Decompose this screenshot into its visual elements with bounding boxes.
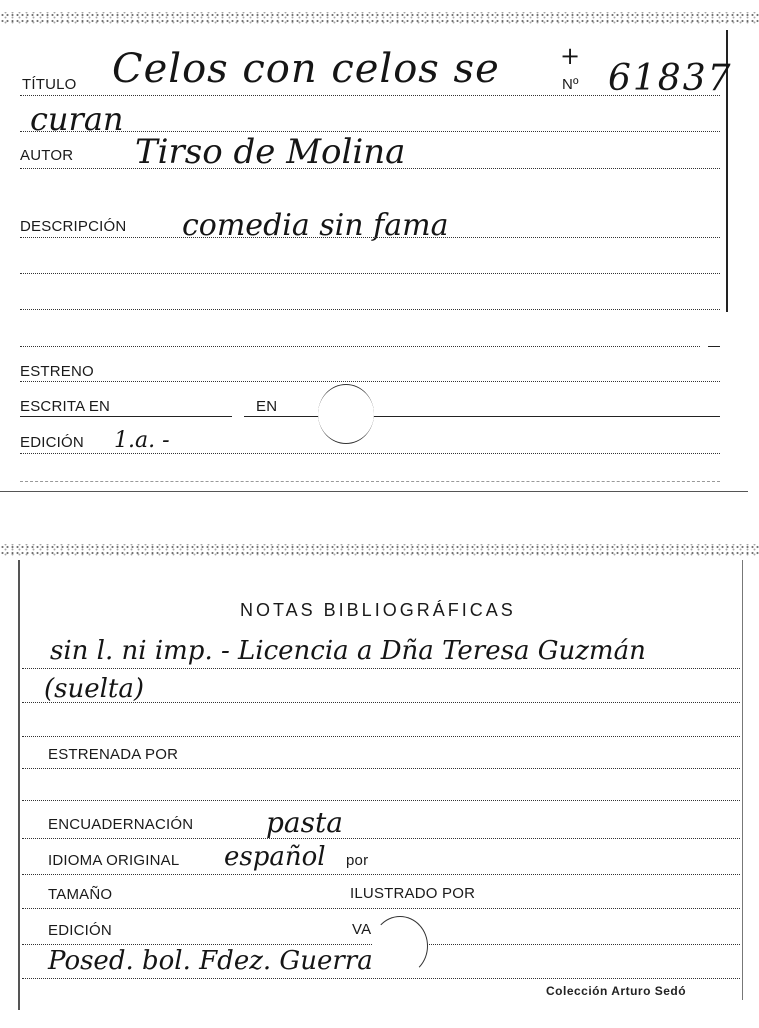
encuadernacion-label: ENCUADERNACIÓN — [48, 816, 194, 833]
tamano-label: TAMAÑO — [48, 886, 113, 903]
blank-line-3 — [20, 346, 700, 347]
titulo-line — [20, 95, 720, 96]
card-top-edge-texture — [0, 12, 759, 26]
edicion-label: EDICIÓN — [20, 434, 84, 451]
idioma-original-label: IDIOMA ORIGINAL — [48, 852, 180, 869]
titulo-handwritten-line1: Celos con celos se — [112, 46, 500, 92]
en-line-right — [372, 416, 720, 417]
blank-line-1 — [20, 273, 720, 274]
edicion-handwritten: 1.a. - — [114, 428, 170, 453]
va-label: VA — [352, 921, 372, 938]
card-top-bottom-edge — [0, 491, 748, 492]
escrita-en-line — [20, 416, 232, 417]
bottom-line — [20, 481, 720, 482]
numero-label: Nº — [562, 76, 579, 93]
idioma-handwritten: español — [224, 842, 326, 872]
card-bottom-left-border — [18, 560, 20, 1010]
encuadernacion-handwritten: pasta — [266, 806, 343, 839]
blank-line-4 — [22, 800, 740, 801]
titulo-handwritten-line2: curan — [30, 100, 124, 138]
notas-line-2 — [22, 702, 740, 703]
idioma-line — [22, 874, 740, 875]
descripcion-line — [20, 237, 720, 238]
titulo-label: TÍTULO — [22, 76, 77, 93]
descripcion-handwritten: comedia sin fama — [182, 208, 449, 243]
descripcion-label: DESCRIPCIÓN — [20, 218, 127, 235]
estreno-line — [20, 381, 720, 382]
collection-footer: Colección Arturo Sedó — [546, 984, 687, 998]
estrenada-por-label: ESTRENADA POR — [48, 746, 179, 763]
punch-hole-top — [318, 384, 374, 444]
en-label: EN — [256, 398, 278, 415]
edicion-handwritten-bottom: Posed. bol. Fdez. Guerra — [48, 946, 373, 976]
last-line — [22, 978, 740, 979]
card-bottom-right-border — [742, 560, 743, 1000]
notas-heading: NOTAS BIBLIOGRÁFICAS — [240, 600, 516, 620]
edicion-label-bottom: EDICIÓN — [48, 922, 112, 939]
en-line — [244, 416, 322, 417]
card-bottom-edge-texture — [0, 544, 759, 558]
tamano-line — [22, 908, 740, 909]
blank-line-3-tail — [708, 346, 720, 347]
escrita-en-label: ESCRITA EN — [20, 398, 111, 415]
blank-line-2 — [20, 309, 720, 310]
punch-hole-bottom — [372, 916, 428, 976]
notas-handwritten-line1: sin l. ni imp. - Licencia a Dña Teresa Guzmán — [50, 636, 646, 666]
encuadernacion-line — [22, 838, 740, 839]
notas-line-1 — [22, 668, 740, 669]
catalog-card-bottom — [0, 540, 759, 1028]
estrenada-por-line — [22, 768, 740, 769]
ilustrado-por-label: ILUSTRADO POR — [350, 885, 476, 902]
cross-mark: + — [560, 42, 581, 70]
numero-handwritten: 61837 — [608, 58, 733, 99]
notas-line-3 — [22, 736, 740, 737]
edicion-line — [20, 453, 720, 454]
autor-handwritten: Tirso de Molina — [135, 132, 406, 172]
catalog-card-top — [0, 0, 759, 495]
autor-label: AUTOR — [20, 147, 74, 164]
autor-line — [20, 168, 720, 169]
estreno-label: ESTRENO — [20, 363, 94, 380]
notas-handwritten-line2: (suelta) — [44, 674, 145, 704]
por-label: por — [346, 852, 369, 869]
